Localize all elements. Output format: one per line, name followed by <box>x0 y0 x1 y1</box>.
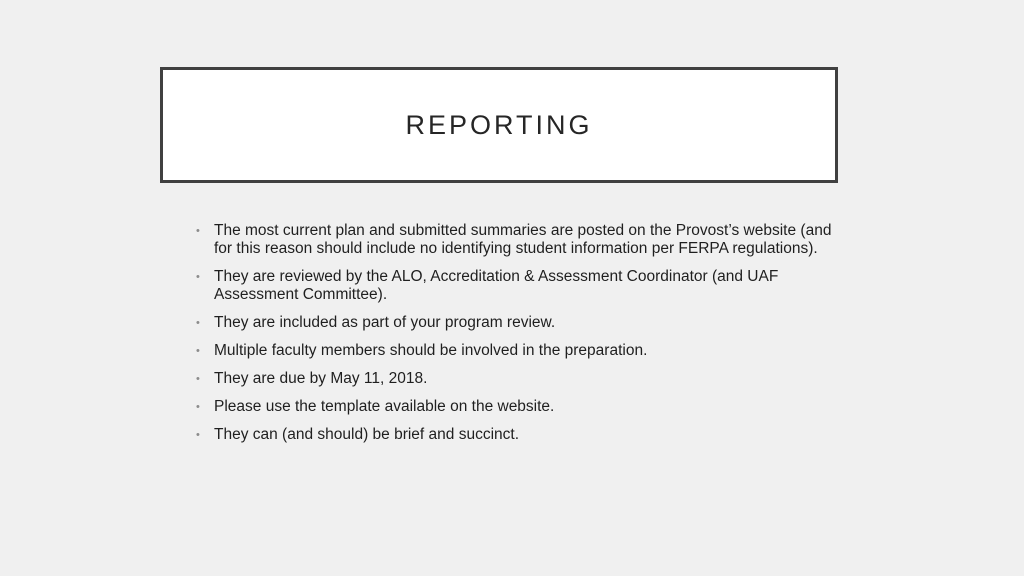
bullet-text: They are included as part of your program review. <box>214 314 556 331</box>
bullet-dot-icon: • <box>196 401 200 413</box>
bullet-item <box>196 342 836 360</box>
bullet-dot-icon: • <box>196 429 200 441</box>
bullet-text: They are due by May 11, 2018. <box>214 370 428 387</box>
bullet-text: They are reviewed by the ALO, Accreditation & Assessment Coordinator (and UAF Assessment Committee). <box>214 268 779 303</box>
bullet-item <box>196 222 836 258</box>
bullet-dot-icon: • <box>196 317 200 329</box>
bullet-item <box>196 370 836 388</box>
bullet-dot-icon: • <box>196 225 200 237</box>
bullet-dot-icon: • <box>196 271 200 283</box>
bullet-dot-icon: • <box>196 345 200 357</box>
bullet-list <box>196 222 836 454</box>
bullet-item <box>196 314 836 332</box>
title-box <box>160 67 838 183</box>
bullet-item <box>196 398 836 416</box>
bullet-text: They can (and should) be brief and succinct. <box>214 426 520 443</box>
bullet-text: Multiple faculty members should be involved in the preparation. <box>214 342 648 359</box>
bullet-text: The most current plan and submitted summaries are posted on the Provost’s website (and for this reason should include no identifying student information per FERPA regulations). <box>214 222 832 257</box>
bullet-text: Please use the template available on the website. <box>214 398 555 415</box>
slide-title: REPORTING <box>405 109 593 140</box>
bullet-dot-icon: • <box>196 373 200 385</box>
bullet-item <box>196 268 836 304</box>
bullet-item <box>196 426 836 444</box>
